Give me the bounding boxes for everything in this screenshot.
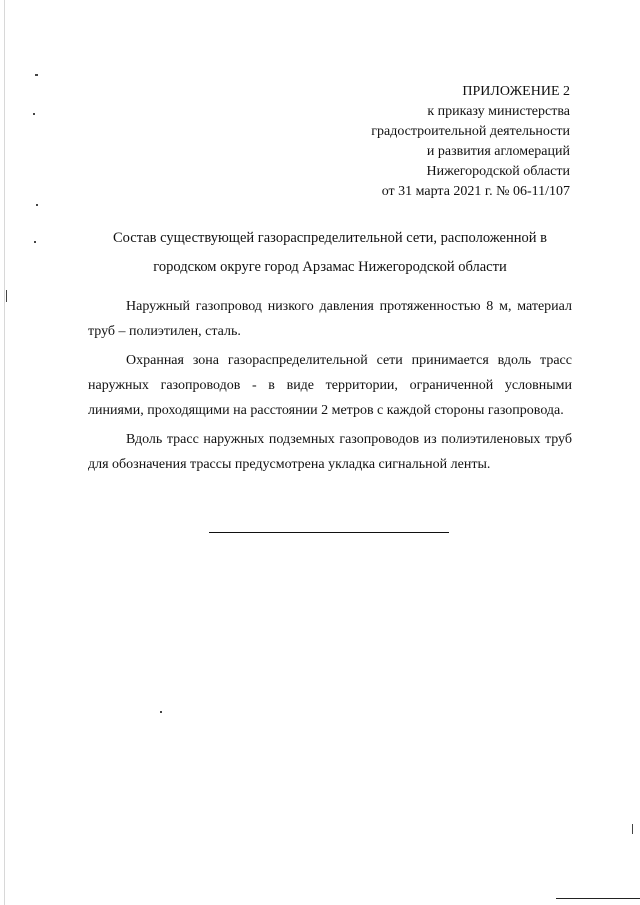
- scan-speck: [6, 290, 7, 302]
- appendix-line: и развития агломераций: [426, 144, 570, 159]
- scan-bottom-line: [556, 898, 640, 899]
- appendix-title: ПРИЛОЖЕНИЕ 2: [462, 84, 570, 99]
- scan-speck: [160, 711, 162, 713]
- scan-speck: [36, 204, 38, 206]
- document-title-line: Состав существующей газораспределительной сети, расположенной в: [113, 230, 547, 246]
- scan-edge-line: [4, 0, 5, 905]
- body-paragraph: Наружный газопровод низкого давления протяженностью 8 м, материал труб – полиэтилен, сталь.: [88, 299, 572, 339]
- appendix-line: градостроительной деятельности: [371, 124, 570, 139]
- appendix-line: Нижегородской области: [426, 164, 570, 179]
- scan-speck: [33, 113, 35, 115]
- scan-speck: [35, 74, 38, 76]
- separator-line: [209, 532, 449, 533]
- document-title-line: городском округе город Арзамас Нижегородской области: [153, 259, 507, 275]
- body-paragraph: Охранная зона газораспределительной сети принимается вдоль трасс наружных газопроводов - в виде территории, ограниченной условными линиями, проходящими на расстоянии 2 метров с каждой стороны газопровода.: [88, 353, 572, 418]
- appendix-line: к приказу министерства: [427, 104, 570, 119]
- document-title: [60, 224, 600, 282]
- document-body: [88, 294, 572, 481]
- body-paragraph: Вдоль трасс наружных подземных газопроводов из полиэтиленовых труб для обозначения трассы предусмотрена укладка сигнальной ленты.: [88, 432, 572, 472]
- appendix-date-number: от 31 марта 2021 г. № 06-11/107: [381, 184, 570, 199]
- scan-speck: [632, 824, 633, 834]
- appendix-header: [371, 82, 570, 202]
- scan-speck: [34, 241, 36, 243]
